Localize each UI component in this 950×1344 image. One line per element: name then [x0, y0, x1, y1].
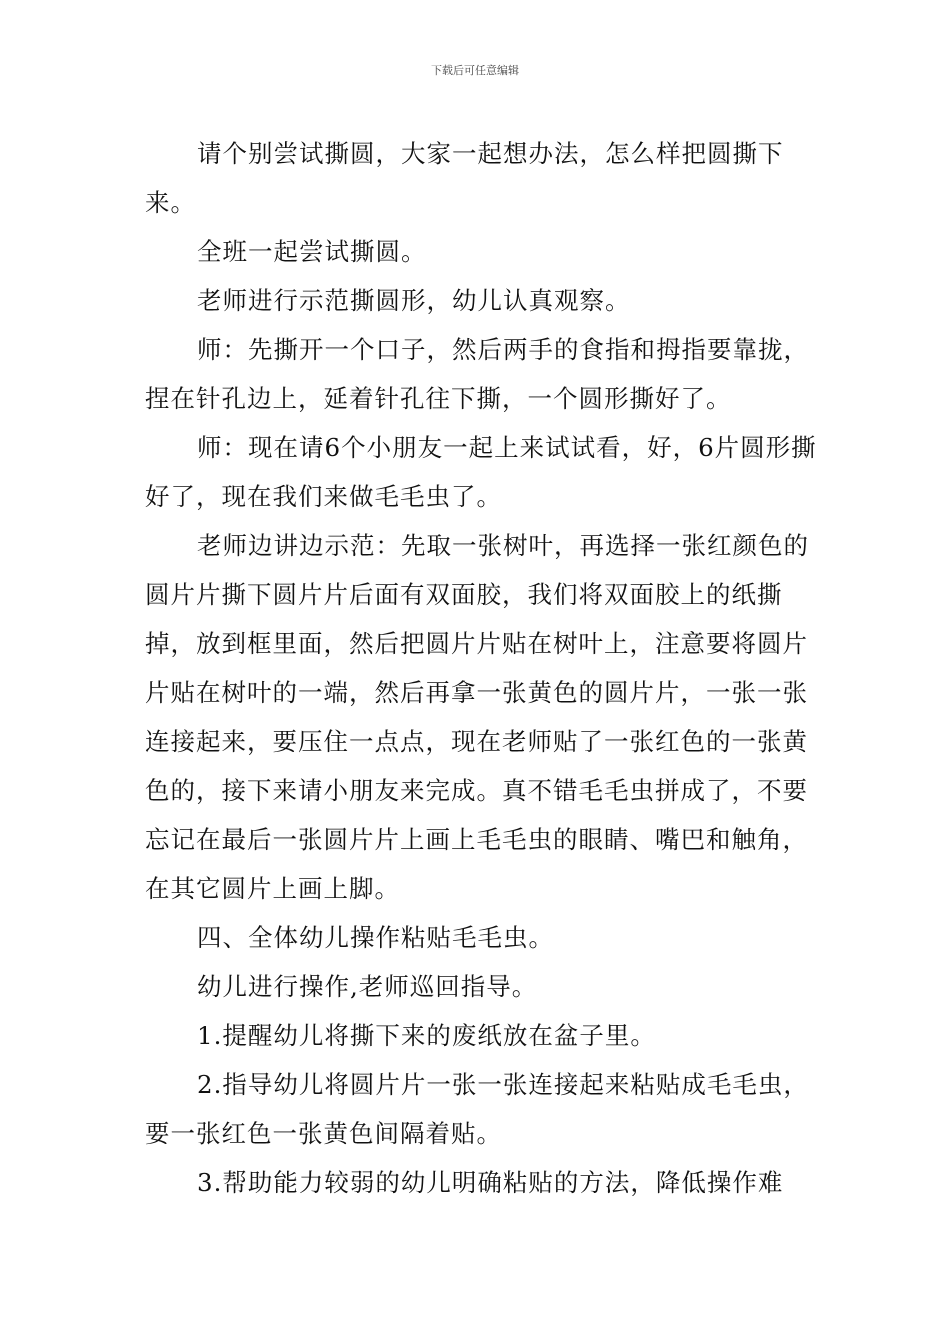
- paragraph: 师：先撕开一个口子，然后两手的食指和拇指要靠拢，捏在针孔边上，延着针孔往下撕，一个圆形撕好了。: [145, 335, 809, 413]
- paragraph: 幼儿进行操作,老师巡回指导。: [197, 972, 538, 1001]
- paragraph: 老师进行示范撕圆形，幼儿认真观察。: [197, 286, 631, 315]
- document-body: [145, 129, 821, 1207]
- paragraph: 老师边讲边示范：先取一张树叶，再选择一张红颜色的圆片片撕下圆片片后面有双面胶，我们将双面胶上的纸撕掉，放到框里面，然后把圆片片贴在树叶上，注意要将圆片片贴在树叶的一端，然后再拿一张黄色的圆片片，一张一张连接起来，要压住一点点，现在老师贴了一张红色的一张黄色的，接下来请小朋友来完成。真不错毛毛虫拼成了，不要忘记在最后一张圆片片上画上毛毛虫的眼睛、嘴巴和触角，在其它圆片上画上脚。: [145, 531, 809, 903]
- paragraph: 请个别尝试撕圆，大家一起想办法，怎么样把圆撕下来。: [145, 139, 784, 217]
- paragraph: 四、全体幼儿操作粘贴毛毛虫。: [197, 923, 554, 952]
- paragraph: 全班一起尝试撕圆。: [197, 237, 427, 266]
- paragraph: 师：现在请6个小朋友一起上来试试看，好，6片圆形撕好了，现在我们来做毛毛虫了。: [145, 433, 817, 511]
- list-item: 3.帮助能力较弱的幼儿明确粘贴的方法，降低操作难: [197, 1168, 784, 1197]
- list-item: 1.提醒幼儿将撕下来的废纸放在盆子里。: [197, 1021, 656, 1050]
- page-header: 下载后可任意编辑: [431, 64, 519, 77]
- list-item: 2.指导幼儿将圆片片一张一张连接起来粘贴成毛毛虫，要一张红色一张黄色间隔着贴。: [145, 1070, 809, 1148]
